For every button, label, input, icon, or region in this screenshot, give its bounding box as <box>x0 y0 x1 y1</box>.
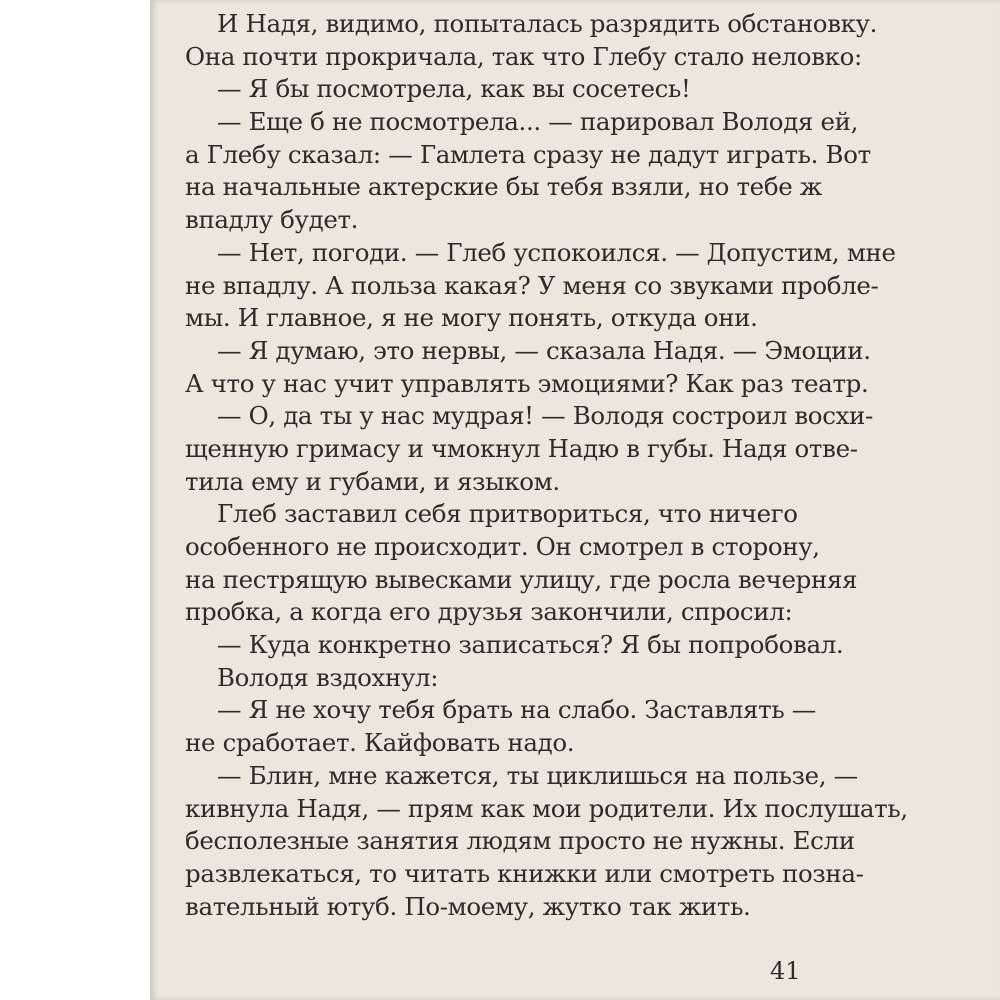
text-line: на пестрящую вывесками улицу, где росла вечерняя <box>185 564 858 594</box>
text-line: мы. И главное, я не могу понять, откуда они. <box>185 303 758 333</box>
text-line: Глеб заставил себя притвориться, что ничего <box>217 499 798 529</box>
text-line: — О, да ты у нас мудрая! — Володя состроил восхи- <box>217 401 873 431</box>
text-line: — Куда конкретно записаться? Я бы попробовал. <box>217 630 844 660</box>
text-line: Она почти прокричала, так что Глебу стало неловко: <box>185 41 862 71</box>
text-line: тила ему и губами, и языком. <box>185 466 560 496</box>
text-line: А что у нас учит управлять эмоциями? Как раз театр. <box>185 368 869 398</box>
text-line: развлекаться, то читать книжки или смотреть позна- <box>185 858 864 888</box>
text-line: на начальные актерские бы тебя взяли, но тебе ж <box>185 172 822 202</box>
text-line: пробка, а когда его друзья закончили, спросил: <box>185 597 793 627</box>
text-line: щенную гримасу и чмокнул Надю в губы. Надя отве- <box>185 433 858 463</box>
text-line: — Нет, погоди. — Глеб успокоился. — Допустим, мне <box>217 237 896 267</box>
text-line: бесполезные занятия людям просто не нужны. Если <box>185 826 855 856</box>
text-line: не впадлу. А польза какая? У меня со звуками пробле- <box>185 270 879 300</box>
text-line: — Я думаю, это нервы, — сказала Надя. — Эмоции. <box>217 335 871 365</box>
text-line: вательный ютуб. По-моему, жутко так жить. <box>185 891 751 921</box>
text-line: кивнула Надя, — прям как мои родители. Их послушать, <box>185 793 908 823</box>
text-line: а Глебу сказал: — Гамлета сразу не дадут играть. Вот <box>185 139 871 169</box>
text-line: особенного не происходит. Он смотрел в сторону, <box>185 532 820 561</box>
text-line: Володя вздохнул: <box>217 662 439 692</box>
text-line: — Я бы посмотрела, как вы сосетесь! <box>217 74 691 104</box>
text-line: — Блин, мне кажется, ты циклишься на пользе, — <box>217 760 858 790</box>
page-number: 41 <box>770 957 801 985</box>
text-line: впадлу будет. <box>185 205 359 235</box>
text-line: — Еще б не посмотрела... — парировал Володя ей, <box>217 107 859 137</box>
book-page <box>150 0 1000 1000</box>
body-text <box>185 8 908 923</box>
text-line: не сработает. Кайфовать надо. <box>185 728 575 758</box>
text-line: — Я не хочу тебя брать на слабо. Заставлять — <box>217 695 816 725</box>
text-line: И Надя, видимо, попыталась разрядить обстановку. <box>217 9 878 38</box>
